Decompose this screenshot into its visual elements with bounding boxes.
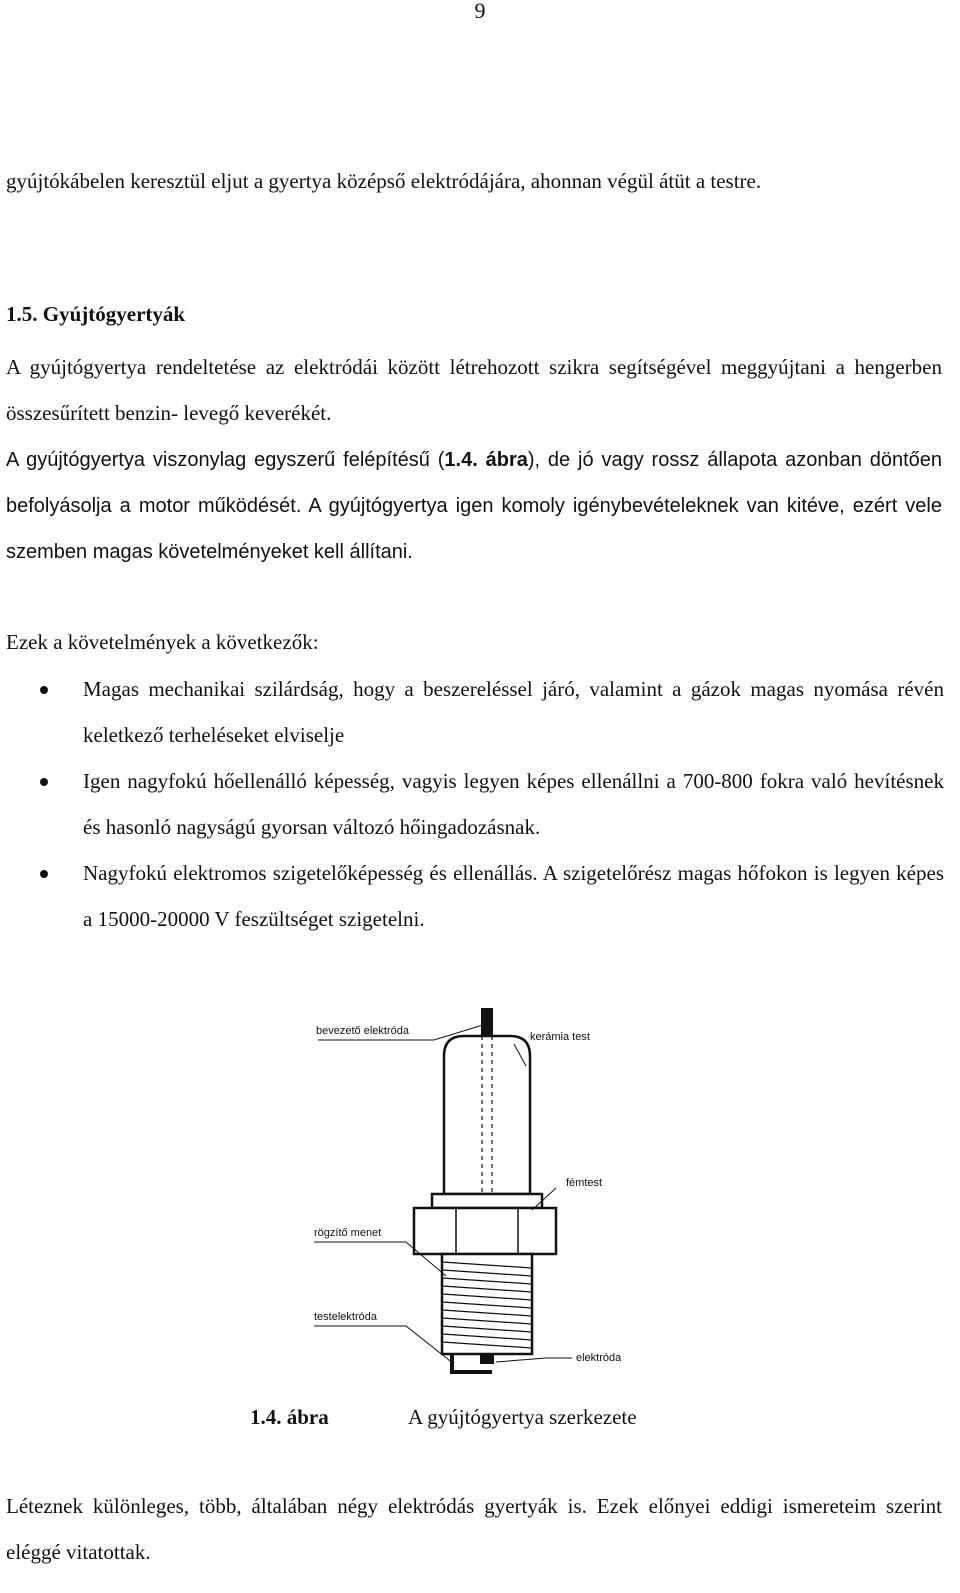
intro-paragraph: gyújtókábelen keresztül eljut a gyertya középső elektródájára, ahonnan végül átüt a testre.	[6, 169, 762, 193]
list-item-text: Nagyfokú elektromos szigetelőképesség és ellenállás. A szigetelőrész magas hőfokon is legyen képes a 15000-20000 V feszültséget szigetelni.	[83, 861, 944, 931]
requirements-intro: Ezek a követelmények a következők:	[6, 630, 319, 654]
figure-reference: 1.4. ábra	[444, 449, 528, 471]
section-heading: 1.5. Gyújtógyertyák	[6, 302, 186, 326]
requirements-list	[0, 666, 944, 942]
list-item	[0, 758, 944, 850]
closing-paragraph: Léteznek különleges, több, általában négy elektródás gyertyák is. Ezek előnyei eddigi ismereteim szerint eléggé vitatottak.	[6, 1494, 942, 1564]
list-item	[0, 850, 944, 942]
list-item-text: Magas mechanikai szilárdság, hogy a beszereléssel járó, valamint a gázok magas nyomása révén keletkező terheléseket elviselje	[83, 677, 944, 747]
metal-body-collar	[432, 1194, 542, 1208]
label-ground-electrode: testelektróda	[314, 1311, 377, 1323]
electrode-tip	[480, 1354, 494, 1364]
caption-text: A gyújtógyertya szerkezete	[408, 1405, 637, 1429]
label-lead-electrode: bevezető elektróda	[316, 1025, 409, 1037]
hex-nut-shape	[414, 1208, 556, 1254]
page-number: 9	[474, 0, 486, 23]
bullet-icon	[40, 870, 48, 878]
bullet-icon	[40, 778, 48, 786]
caption-number: 1.4. ábra	[250, 1405, 329, 1429]
label-thread: rögzítő menet	[314, 1227, 382, 1239]
list-item	[0, 666, 944, 758]
label-metal-body: fémtest	[566, 1177, 603, 1189]
structure-paragraph	[6, 437, 942, 575]
structure-text-start: A gyújtógyertya viszonylag egyszerű felépítésű (	[6, 449, 445, 471]
label-electrode: elektróda	[576, 1352, 622, 1364]
ceramic-insulator-shape	[444, 1036, 530, 1194]
bullet-icon	[40, 686, 48, 694]
list-item-text: Igen nagyfokú hőellenálló képesség, vagyis legyen képes ellenállni a 700-800 fokra való hevítésnek és hasonló nagyságú gyorsan változó hőingadozásnak.	[83, 769, 944, 839]
label-ceramic-body: kerámia test	[530, 1031, 590, 1043]
spark-plug-figure	[296, 1004, 648, 1382]
purpose-paragraph: A gyújtógyertya rendeltetése az elektródái között létrehozott szikra segítségével meggyújtani a hengerben összesűrített benzin- levegő keverékét.	[6, 355, 942, 425]
structure-text-end: ), de jó vagy rossz állapota azonban döntően befolyásolja a motor működését. A gyújtógyertya igen komoly igénybevételeknek van kitéve, ezért vele szemben magas követelményeket kell állítani.	[6, 449, 942, 563]
terminal-shape	[481, 1008, 493, 1036]
spark-plug-diagram	[296, 1004, 648, 1382]
